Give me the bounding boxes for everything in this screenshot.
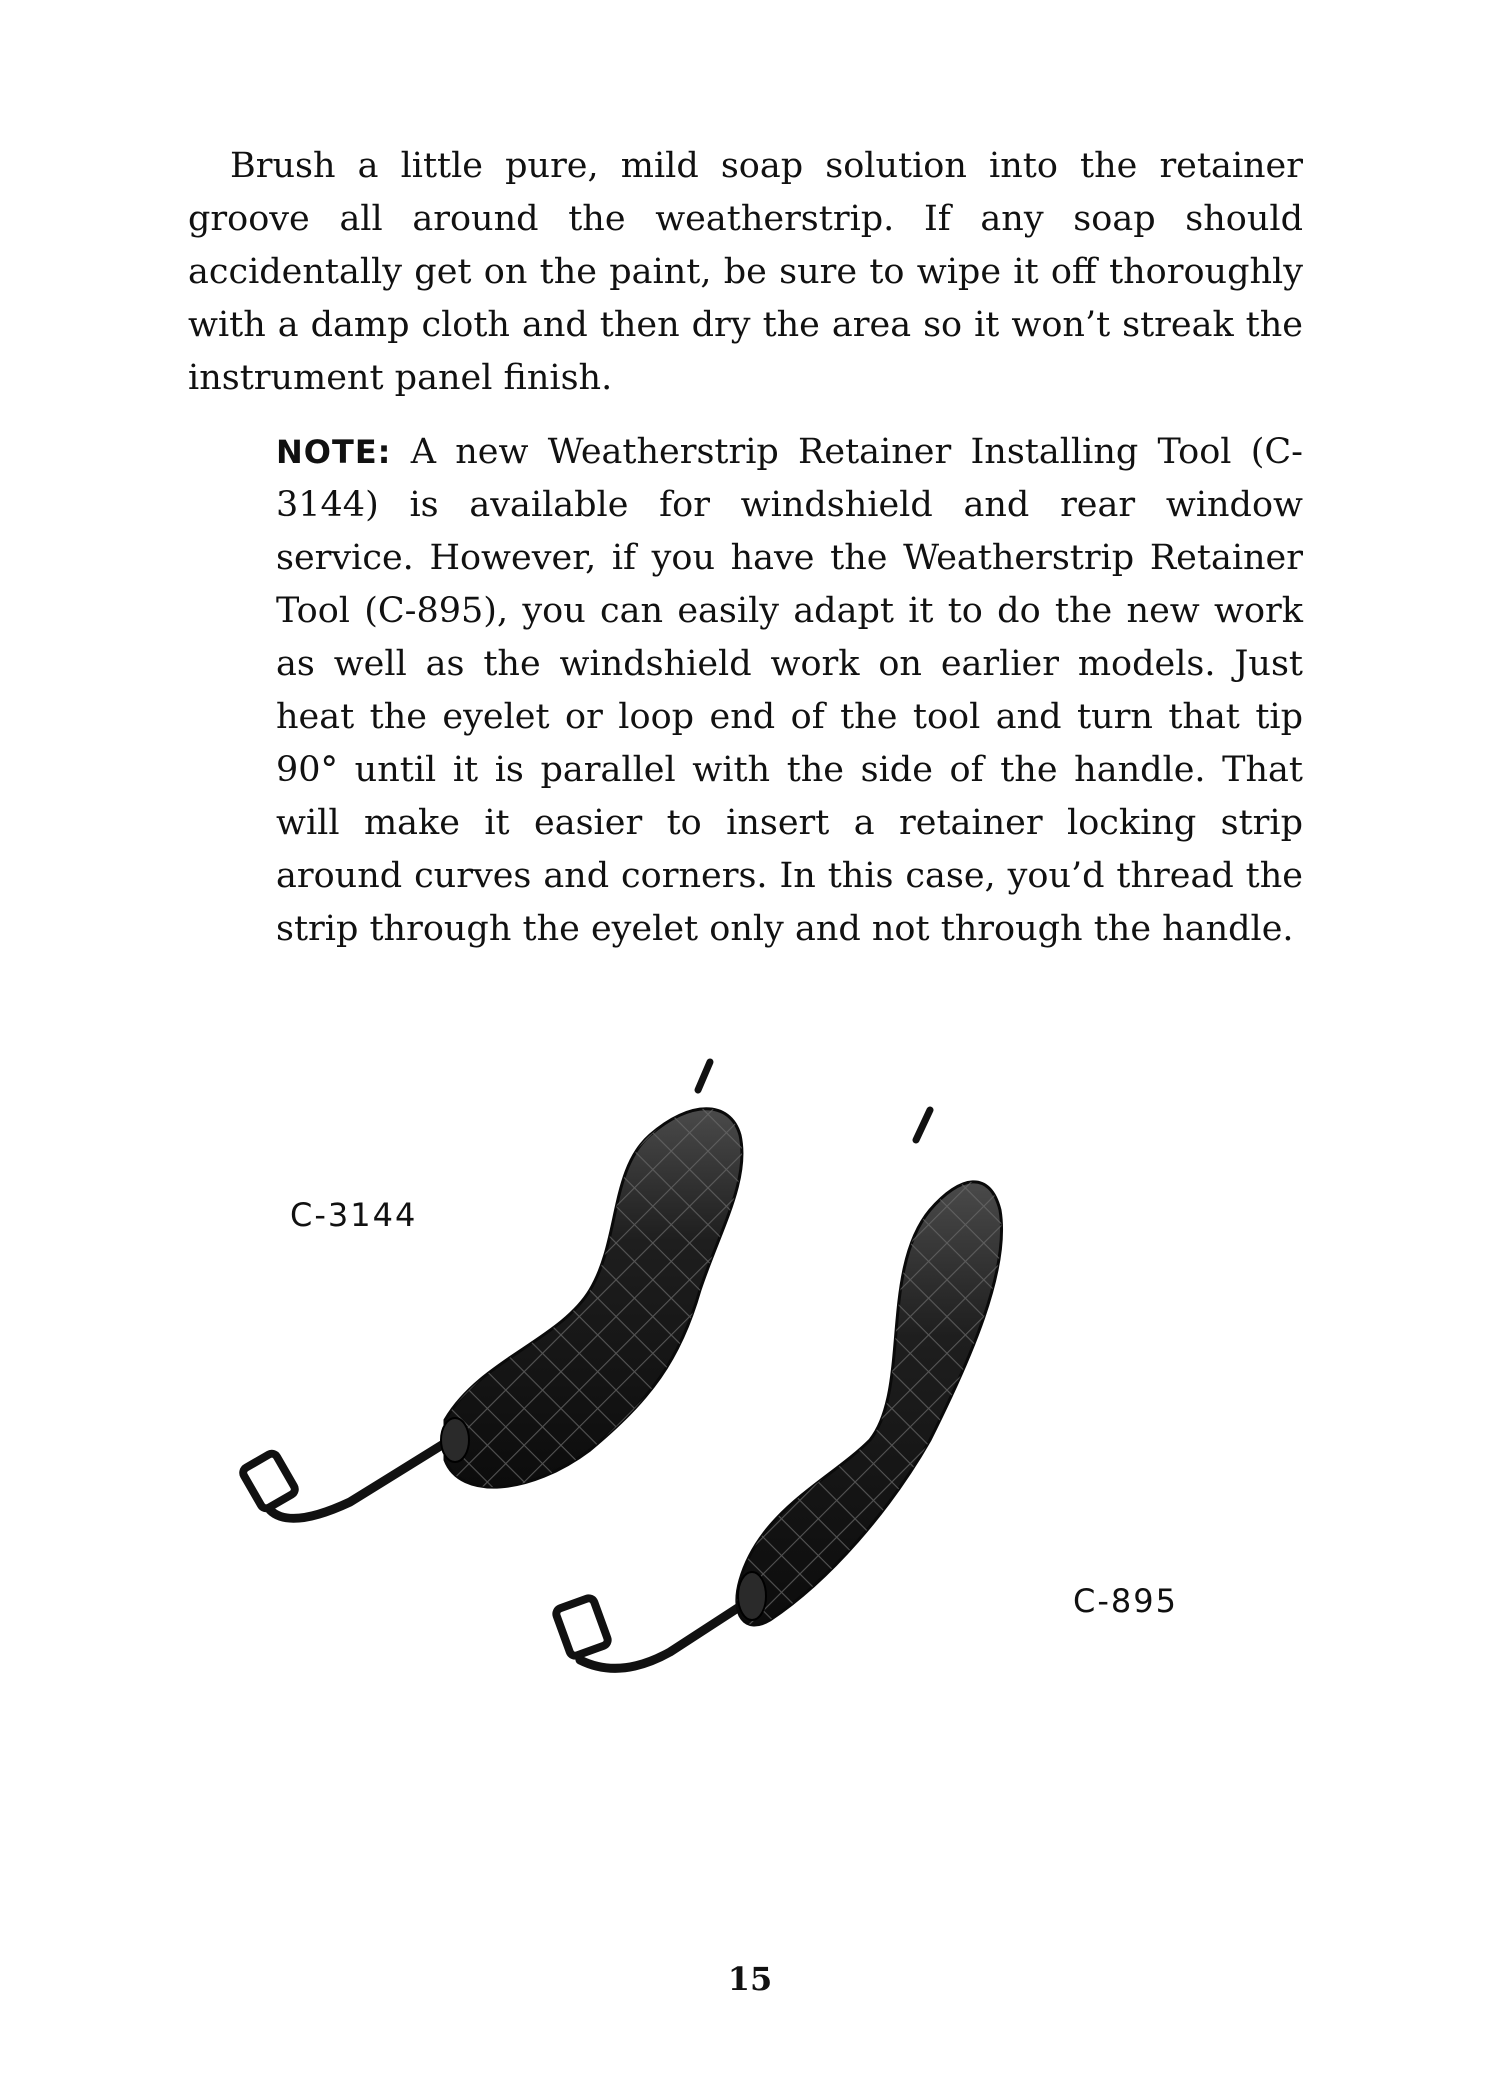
tool-c3144 bbox=[241, 1062, 742, 1518]
tool-label-c3144: C-3144 bbox=[290, 1196, 418, 1234]
body-paragraph-text: Brush a little pure, mild soap solution into the retainer groove all around the weatherstrip. If any soap should accidentally get on the paint, be sure to wipe it off thoroughly with a damp cloth and then dry the area so it won’t streak the instrument panel finish. bbox=[188, 146, 1303, 398]
page-number: 15 bbox=[727, 1960, 773, 1998]
note-text: A new Weatherstrip Retainer Installing Tool (C-3144) is available for windshield and rear window service. However, if you have the Weatherstrip Retainer Tool (C-895), you can easily adapt it to do the new work as well as the windshield work on earlier models. Just heat the eyelet or loop end of the tool and turn that tip 90° until it is parallel with the side of the handle. That will make it easier to insert a retainer locking strip around curves and corners. In this case, you’d thread the strip through the eyelet only and not through the handle. bbox=[276, 432, 1303, 949]
tool-photograph bbox=[230, 1040, 1320, 1760]
body-paragraph bbox=[188, 140, 1303, 405]
tool-label-c895: C-895 bbox=[1073, 1582, 1178, 1620]
note-paragraph bbox=[276, 426, 1303, 956]
note-label: NOTE: bbox=[276, 433, 392, 471]
